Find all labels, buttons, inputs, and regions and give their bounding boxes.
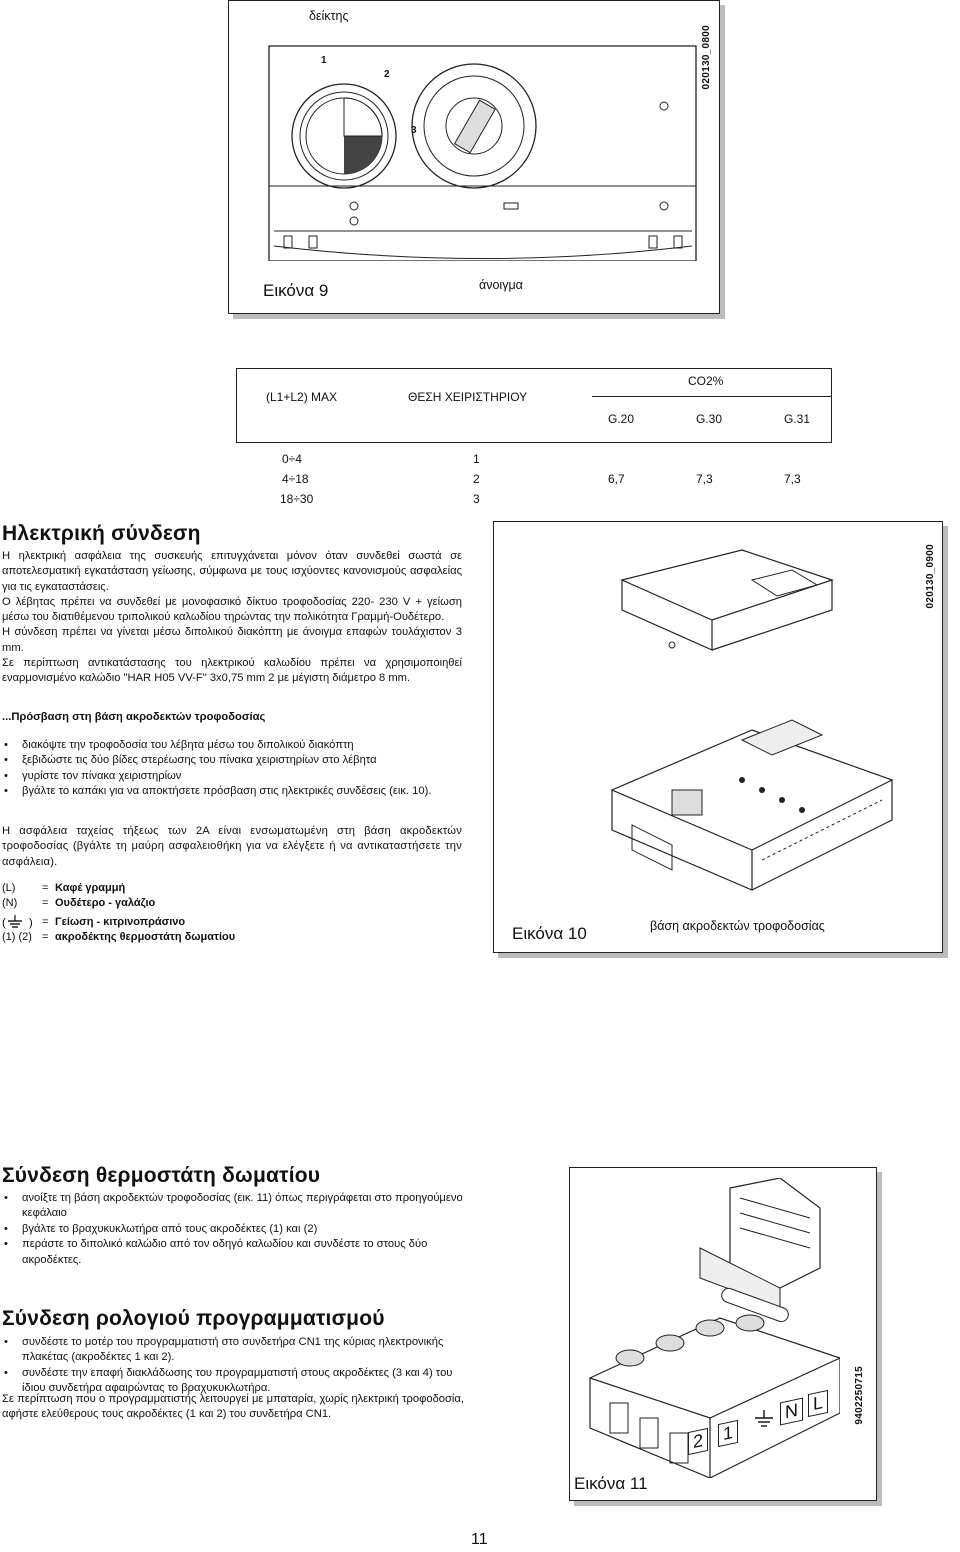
fuse-note: Η ασφάλεια ταχείας τήξεως των 2A είναι ενσωματωμένη στη βάση ακροδεκτών τροφοδοσίας (βγάλτε τη μαύρη ασφαλειοθήκη για να ελέγξετε ή να αντικαταστήσετε την ασφάλεια). — [2, 825, 462, 868]
range-1: 0÷4 — [282, 452, 302, 466]
legend-value-line: Καφέ γραμμή — [55, 882, 126, 894]
legend-value-ground: Γείωση - κιτρινοπράσινο — [55, 915, 186, 928]
marker-3: 3 — [411, 125, 417, 136]
co2-header: CO2% — [688, 374, 724, 388]
figure-9-code: 020130_0800 — [701, 25, 712, 90]
ground-terminal-icon — [752, 1410, 776, 1435]
thermostat-step-3: • περάστε το διπολικό καλώδιο από τον οδηγό καλωδίου και συνδέστε το στους δύο ακροδέκτες. — [2, 1237, 464, 1268]
gas-g31: G.31 — [784, 412, 811, 426]
access-step-1: • διακόψτε την τροφοδοσία του λέβητα μέσω του διπολικού διακόπτη — [2, 738, 462, 753]
terminal-box-drawing — [602, 540, 902, 900]
svg-text:(: ( — [2, 916, 6, 929]
gas-g30: G.30 — [696, 412, 723, 426]
pointer-label: δείκτης — [309, 9, 349, 23]
legend-row-ground: ( ) = Γείωση - κιτρινοπράσινο — [2, 915, 302, 930]
marker-2: 2 — [384, 69, 390, 80]
range-2: 4÷18 — [282, 472, 309, 486]
page-number: 11 — [471, 1531, 488, 1548]
programmer-title: Σύνδεση ρολογιού προγραμματισμού — [2, 1307, 385, 1330]
figure-10-code: 020130_0900 — [925, 544, 936, 609]
figure-11-caption: Εικόνα 11 — [574, 1474, 648, 1493]
position-1: 1 — [473, 452, 480, 466]
wiring-legend — [2, 881, 302, 945]
svg-text:): ) — [29, 916, 33, 929]
position-3: 3 — [473, 492, 480, 506]
electrical-paragraph-1: Η ηλεκτρική ασφάλεια της συσκευής επιτυγχάνεται μόνον όταν συνδεθεί σωστά σε αποτελεσματική εγκατάσταση γείωσης, σύμφωνα με τους ισχύοντες κανονισμούς ασφαλείας για τις εγκαταστάσεις. — [2, 550, 462, 593]
legend-row-thermostat: (1) (2) = ακροδέκτης θερμοστάτη δωματίου — [2, 930, 302, 945]
col-max-header: (L1+L2) MAX — [266, 390, 338, 404]
electrical-paragraph-2: Ο λέβητας πρέπει να συνδεθεί με μονοφασικό δίκτυο τροφοδοσίας 220- 230 V + γείωση μέσω του διατιθέμενου τριπολικού καλωδίου τηρώντας την πολικότητα Γραμμή-Ουδέτερο. — [2, 595, 462, 624]
position-2: 2 — [473, 472, 480, 486]
thermostat-steps — [2, 1191, 464, 1268]
terminal-block-label: βάση ακροδεκτών τροφοδοσίας — [650, 919, 825, 933]
opening-label: άνοιγμα — [479, 278, 523, 292]
co2-table — [236, 368, 832, 508]
programmer-step-1: • συνδέστε το μοτέρ του προγραμματιστή στο συνδετήρα CN1 της κύριας ηλεκτρονικής πλακέτας (ακροδέκτες 1 και 2). — [2, 1335, 464, 1366]
figure-11-code: 9402250715 — [854, 1366, 865, 1425]
range-3: 18÷30 — [280, 492, 314, 506]
figure-9-caption: Εικόνα 9 — [263, 281, 329, 300]
thermostat-step-2: • βγάλτε το βραχυκυκλωτήρα από τους ακροδέκτες (1) και (2) — [2, 1222, 464, 1237]
terminal-label-l: L — [808, 1390, 828, 1417]
terminal-strip-drawing — [580, 1178, 840, 1478]
access-step-3: • γυρίστε τον πίνακα χειριστηρίων — [2, 769, 462, 784]
access-title: ...Πρόσβαση στη βάση ακροδεκτών τροφοδοσίας — [2, 711, 266, 723]
legend-row-neutral: (N) = Ουδέτερο - γαλάζιο — [2, 896, 302, 911]
terminal-label-n: N — [780, 1398, 803, 1426]
co2-g20-value: 6,7 — [608, 472, 625, 486]
programmer-note: Σε περίπτωση που ο προγραμματιστής λειτουργεί με μπαταρία, χωρίς ηλεκτρική τροφοδοσία, αφήστε ελεύθερους τους ακροδέκτες (1 και 2) του συνδετήρα CN1. — [2, 1393, 464, 1421]
legend-value-neutral: Ουδέτερο - γαλάζιο — [55, 897, 156, 910]
gas-g20: G.20 — [608, 412, 635, 426]
legend-row-line: (L) = Καφέ γραμμή — [2, 881, 302, 896]
figure-10-frame — [493, 521, 943, 953]
marker-1: 1 — [321, 55, 327, 66]
figure-10-caption: Εικόνα 10 — [512, 924, 587, 943]
figure-11-frame — [569, 1167, 877, 1501]
access-step-4: • βγάλτε το καπάκι για να αποκτήσετε πρόσβαση στις ηλεκτρικές συνδέσεις (εικ. 10). — [2, 784, 462, 799]
legend-key-thermostat: (1) (2) — [2, 930, 32, 943]
co2-g30-value: 7,3 — [696, 472, 713, 486]
access-step-2: • ξεβιδώστε τις δύο βίδες στερέωσης του πίνακα χειριστηρίων στο λέβητα — [2, 753, 462, 768]
electrical-title: Ηλεκτρική σύνδεση — [2, 522, 201, 545]
thermostat-step-1: • ανοίξτε τη βάση ακροδεκτών τροφοδοσίας (εικ. 11) όπως περιγράφεται στο προηγούμενο κεφάλαιο — [2, 1191, 464, 1222]
figure-9-frame — [228, 0, 720, 314]
electrical-paragraph-3: Η σύνδεση πρέπει να γίνεται μέσω διπολικού διακόπτη με άνοιγμα επαφών τουλάχιστον 3 mm. — [2, 626, 462, 654]
legend-value-thermostat: ακροδέκτης θερμοστάτη δωματίου — [55, 930, 236, 943]
programmer-step-2: • συνδέστε την επαφή διακλάδωσης του προγραμματιστή στους ακροδέκτες (3 και 4) του ίδιου συνδετήρα αφαιρώντας το βραχυκυκλωτήρα. — [2, 1366, 464, 1397]
thermostat-title: Σύνδεση θερμοστάτη δωματίου — [2, 1164, 321, 1187]
electrical-paragraphs — [2, 549, 462, 687]
terminal-label-2: 2 — [688, 1428, 708, 1455]
legend-key-neutral: (N) — [2, 897, 18, 910]
terminal-label-1: 1 — [718, 1420, 738, 1447]
legend-key-line: (L) — [2, 882, 16, 894]
programmer-steps — [2, 1335, 464, 1397]
boiler-panel-drawing — [264, 31, 704, 261]
col-position-header: ΘΕΣΗ ΧΕΙΡΙΣΤΗΡΙΟΥ — [408, 390, 528, 404]
co2-g31-value: 7,3 — [784, 472, 801, 486]
electrical-paragraph-4: Σε περίπτωση αντικατάστασης του ηλεκτρικού καλωδίου πρέπει να χρησιμοποιηθεί εναρμονισμένο καλώδιο "HAR H05 VV-F" 3x0,75 mm 2 με μέγιστη διάμετρο 8 mm. — [2, 657, 462, 685]
access-steps — [2, 738, 462, 800]
